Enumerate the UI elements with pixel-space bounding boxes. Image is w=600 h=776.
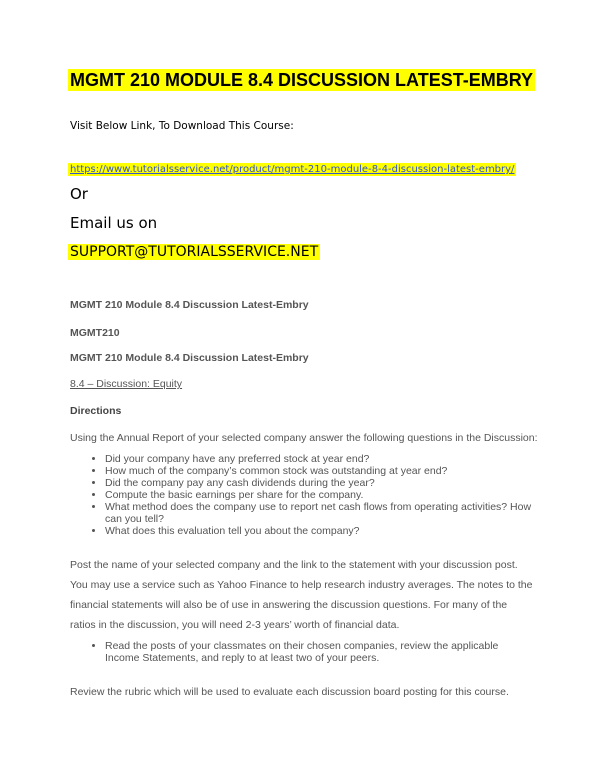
directions-label: Directions bbox=[70, 405, 122, 417]
list-item: • Compute the basic earnings per share for the company. bbox=[105, 489, 545, 501]
support-email[interactable]: SUPPORT@TUTORIALSSERVICE.NET bbox=[70, 244, 319, 260]
heading-course-title: MGMT 210 Module 8.4 Discussion Latest-Embry bbox=[70, 299, 309, 311]
heading-course-code: MGMT210 bbox=[70, 327, 120, 339]
list-item: • What does this evaluation tell you about the company? bbox=[105, 525, 545, 537]
instructions-paragraph: Post the name of your selected company and the link to the statement with your discussion post. You may use a service such as Yahoo Finance to help research industry averages. The notes to the financial statements will also be of use in answering the discussion questions. For many of the ratios in the discussion, you will need 2-3 years’ worth of financial data. bbox=[70, 559, 533, 631]
intro-text: Using the Annual Report of your selected company answer the following questions in the Discussion: bbox=[70, 432, 538, 444]
or-text: Or bbox=[70, 185, 88, 203]
page-title: MGMT 210 MODULE 8.4 DISCUSSION LATEST-EMBRY bbox=[70, 70, 534, 90]
list-item: • What method does the company use to report net cash flows from operating activities? How can you tell? bbox=[105, 501, 545, 525]
list-item: • Did your company have any preferred stock at year end? bbox=[105, 453, 545, 465]
rubric-text: Review the rubric which will be used to evaluate each discussion board posting for this course. bbox=[70, 686, 509, 698]
list-item: • Read the posts of your classmates on their chosen companies, review the applicable Income Statements, and reply to at least two of your peers. bbox=[105, 640, 535, 664]
email-label: Email us on bbox=[70, 214, 158, 232]
peers-list bbox=[88, 640, 535, 664]
course-link[interactable]: https://www.tutorialsservice.net/product/mgmt-210-module-8-4-discussion-latest-embry/ bbox=[70, 164, 515, 175]
course-link-box bbox=[68, 163, 516, 176]
list-item: • How much of the company’s common stock was outstanding at year end? bbox=[105, 465, 545, 477]
visit-text: Visit Below Link, To Download This Course: bbox=[70, 120, 294, 132]
discussion-subheading: 8.4 – Discussion: Equity bbox=[70, 378, 183, 390]
heading-course-title-repeat: MGMT 210 Module 8.4 Discussion Latest-Embry bbox=[70, 352, 309, 364]
list-item: • Did the company pay any cash dividends during the year? bbox=[105, 477, 545, 489]
questions-list bbox=[88, 453, 545, 537]
